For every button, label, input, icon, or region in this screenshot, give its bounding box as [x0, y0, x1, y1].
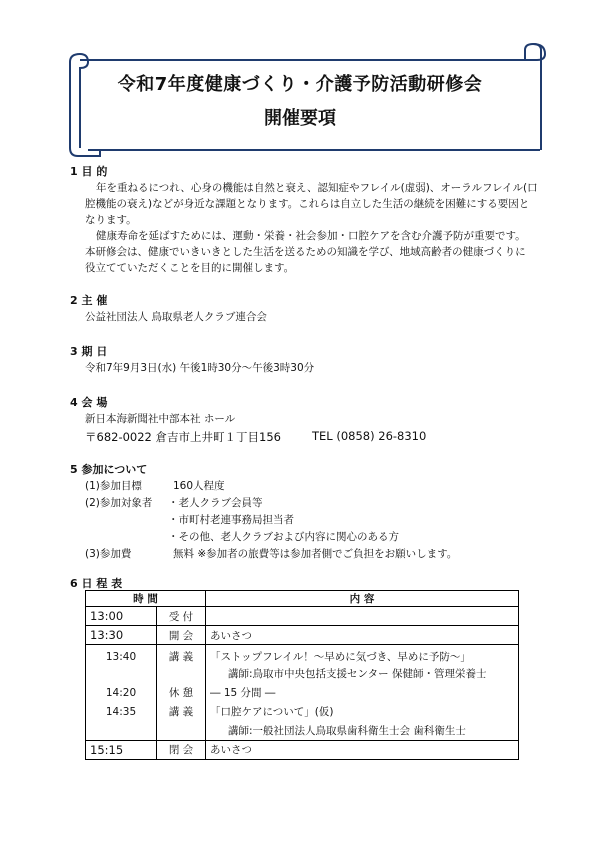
table-row-sub — [86, 664, 519, 683]
purpose-line: 健康寿命を延ばすためには、運動・栄養・社会参加・口腔ケアを含む介護予防が重要です。 — [96, 230, 526, 242]
table-row — [86, 740, 519, 759]
row-detail: ― 15 分間 ― — [210, 687, 276, 699]
row-time: 14:35 — [86, 702, 157, 721]
table-row — [86, 683, 519, 702]
row-sub: 講師:一般社団法人鳥取県歯科衛生士会 歯科衛生士 — [228, 724, 466, 737]
who-item: ・老人クラブ会員等 — [168, 497, 263, 509]
venue-address: 〒682-0022 倉吉市上井町１丁目156 — [85, 430, 281, 444]
col-header-time: 時 間 — [86, 591, 206, 607]
row-time: 13:00 — [86, 607, 157, 626]
row-detail: 「口腔ケアについて」(仮) — [210, 706, 334, 718]
page-title: 令和7年度健康づくり・介護予防活動研修会 — [117, 74, 483, 95]
row-detail: あいさつ — [210, 744, 252, 756]
row-event: 受 付 — [157, 607, 206, 626]
section-heading-date: 3 期 日 — [70, 345, 108, 358]
section-heading-host: 2 主 催 — [70, 294, 108, 307]
who-label: (2)参加対象者 — [85, 497, 153, 509]
row-detail: あいさつ — [210, 629, 252, 642]
table-row-sub — [86, 721, 519, 740]
target-label: (1)参加目標 — [85, 480, 142, 492]
row-time: 15:15 — [86, 740, 157, 759]
row-event: 休 憩 — [157, 683, 206, 702]
purpose-line: 年を重ねるにつれ、心身の機能は自然と衰え、認知症やフレイル(虚弱)、オーラルフレイル(口 — [96, 182, 538, 194]
host-text: 公益社団法人 鳥取県老人クラブ連合会 — [85, 311, 267, 323]
fee-value: 無料 ※参加者の旅費等は参加者側でご負担をお願いします。 — [173, 548, 458, 560]
target-value: 160人程度 — [173, 480, 225, 492]
date-text: 令和7年9月3日(水) 午後1時30分～午後3時30分 — [85, 362, 315, 374]
row-event: 講 義 — [157, 702, 206, 721]
table-row — [86, 626, 519, 645]
row-event: 閉 会 — [157, 740, 206, 759]
row-detail: 「ストップフレイル！～早めに気づき、早めに予防～」 — [210, 651, 471, 663]
row-time: 14:20 — [86, 683, 157, 702]
table-row — [86, 702, 519, 721]
purpose-line: 本研修会は、健康でいきいきとした生活を送るための知識を学び、地域高齢者の健康づくりに — [85, 246, 526, 258]
row-event: 開 会 — [157, 626, 206, 645]
section-heading-venue: 4 会 場 — [70, 396, 108, 409]
row-time: 13:40 — [86, 645, 157, 665]
schedule-table — [85, 590, 519, 760]
who-item: ・その他、老人クラブおよび内容に関心のある方 — [168, 531, 399, 543]
page-subtitle: 開催要項 — [264, 108, 336, 129]
section-heading-purpose: 1 目 的 — [70, 165, 108, 178]
purpose-line: なります。 — [85, 214, 137, 226]
venue-tel: TEL (0858) 26-8310 — [312, 429, 427, 443]
row-event: 講 義 — [157, 645, 206, 665]
row-detail — [206, 607, 519, 626]
col-header-content: 内 容 — [206, 591, 519, 607]
fee-label: (3)参加費 — [85, 548, 132, 560]
table-row — [86, 607, 519, 626]
section-heading-schedule: 6 日 程 表 — [70, 577, 123, 590]
row-time: 13:30 — [86, 626, 157, 645]
who-item: ・市町村老連事務局担当者 — [168, 514, 294, 526]
table-row — [86, 645, 519, 665]
section-heading-participation: 5 参加について — [70, 463, 148, 476]
venue-name: 新日本海新聞社中部本社 ホール — [85, 413, 236, 425]
row-sub: 講師:鳥取市中央包括支援センター 保健師・管理栄養士 — [228, 668, 487, 680]
purpose-line: 腔機能の衰え)などが身近な課題となります。これらは自立した生活の継続を困難にする要因と — [85, 198, 530, 210]
purpose-line: 役立てていただくことを目的に開催します。 — [85, 262, 295, 274]
